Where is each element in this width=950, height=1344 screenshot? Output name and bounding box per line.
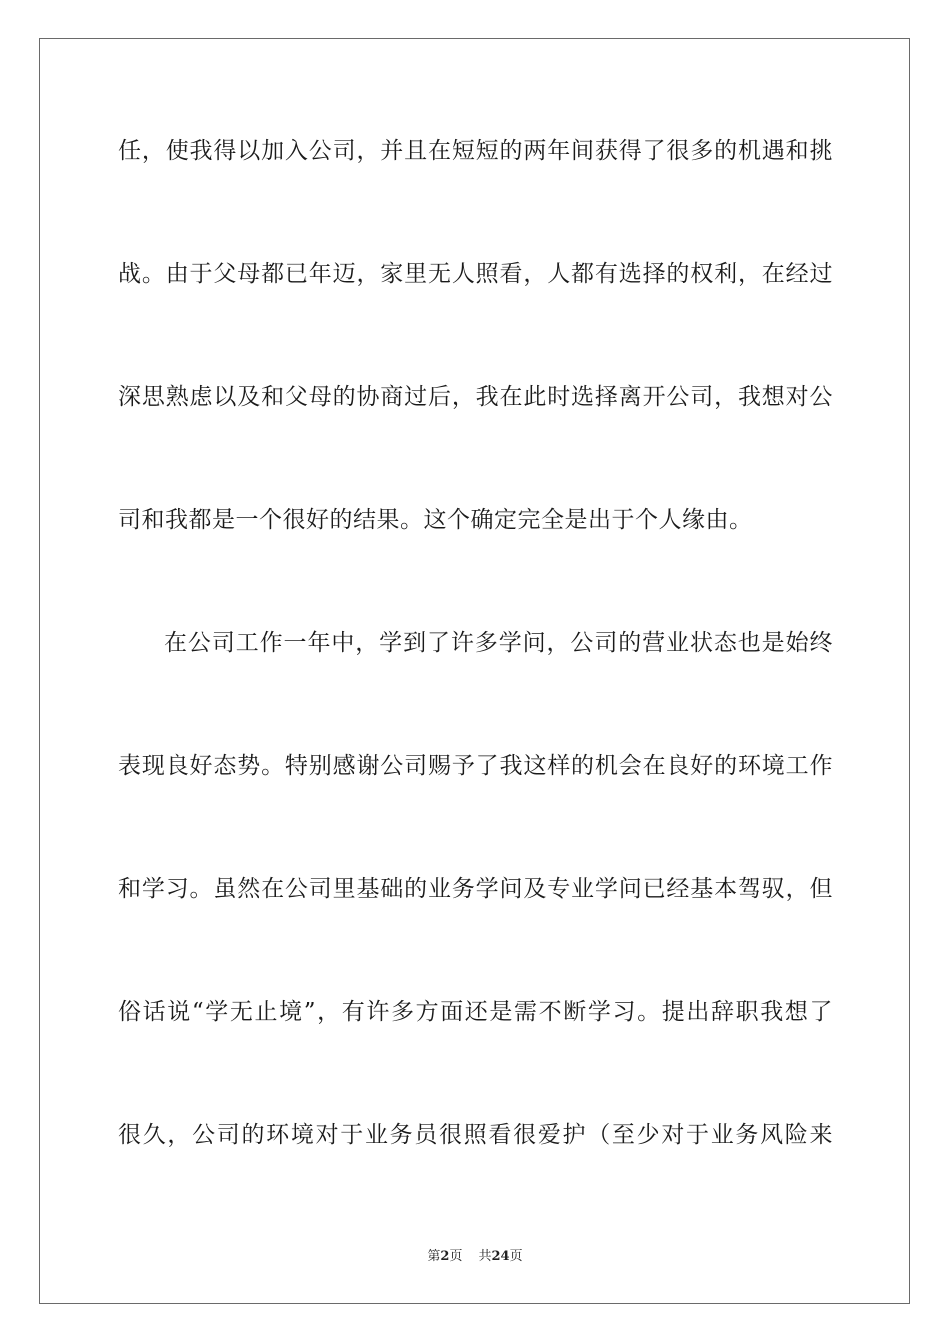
total-suffix: 页 <box>509 1249 523 1264</box>
page-total: 24 <box>491 1249 510 1264</box>
body-text-line: 司和我都是一个很好的结果。这个确定完全是出于个人缘由。 <box>118 507 753 533</box>
page-border <box>39 38 910 1304</box>
body-text-line: 战。由于父母都已年迈，家里无人照看，人都有选择的权利，在经过 <box>118 261 833 287</box>
body-text-line: 和学习。虽然在公司里基础的业务学问及专业学问已经基本驾驭，但 <box>118 876 833 902</box>
body-text-line: 表现良好态势。特别感谢公司赐予了我这样的机会在良好的环境工作 <box>118 753 833 779</box>
body-text-line-indented: 在公司工作一年中，学到了许多学问，公司的营业状态也是始终 <box>164 630 833 656</box>
body-text-line: 任，使我得以加入公司，并且在短短的两年间获得了很多的机遇和挑 <box>118 138 833 164</box>
body-text-line: 深思熟虑以及和父母的协商过后，我在此时选择离开公司，我想对公 <box>118 384 833 410</box>
page-footer <box>0 1248 950 1266</box>
body-text-line: 很久，公司的环境对于业务员很照看很爱护（至少对于业务风险来 <box>118 1122 833 1148</box>
total-prefix: 共 <box>478 1249 492 1264</box>
page-current: 2 <box>440 1249 450 1264</box>
page-suffix: 页 <box>449 1249 463 1264</box>
page-prefix: 第 <box>427 1249 441 1264</box>
body-text-line: 俗话说“学无止境”，有许多方面还是需不断学习。提出辞职我想了 <box>118 999 833 1025</box>
